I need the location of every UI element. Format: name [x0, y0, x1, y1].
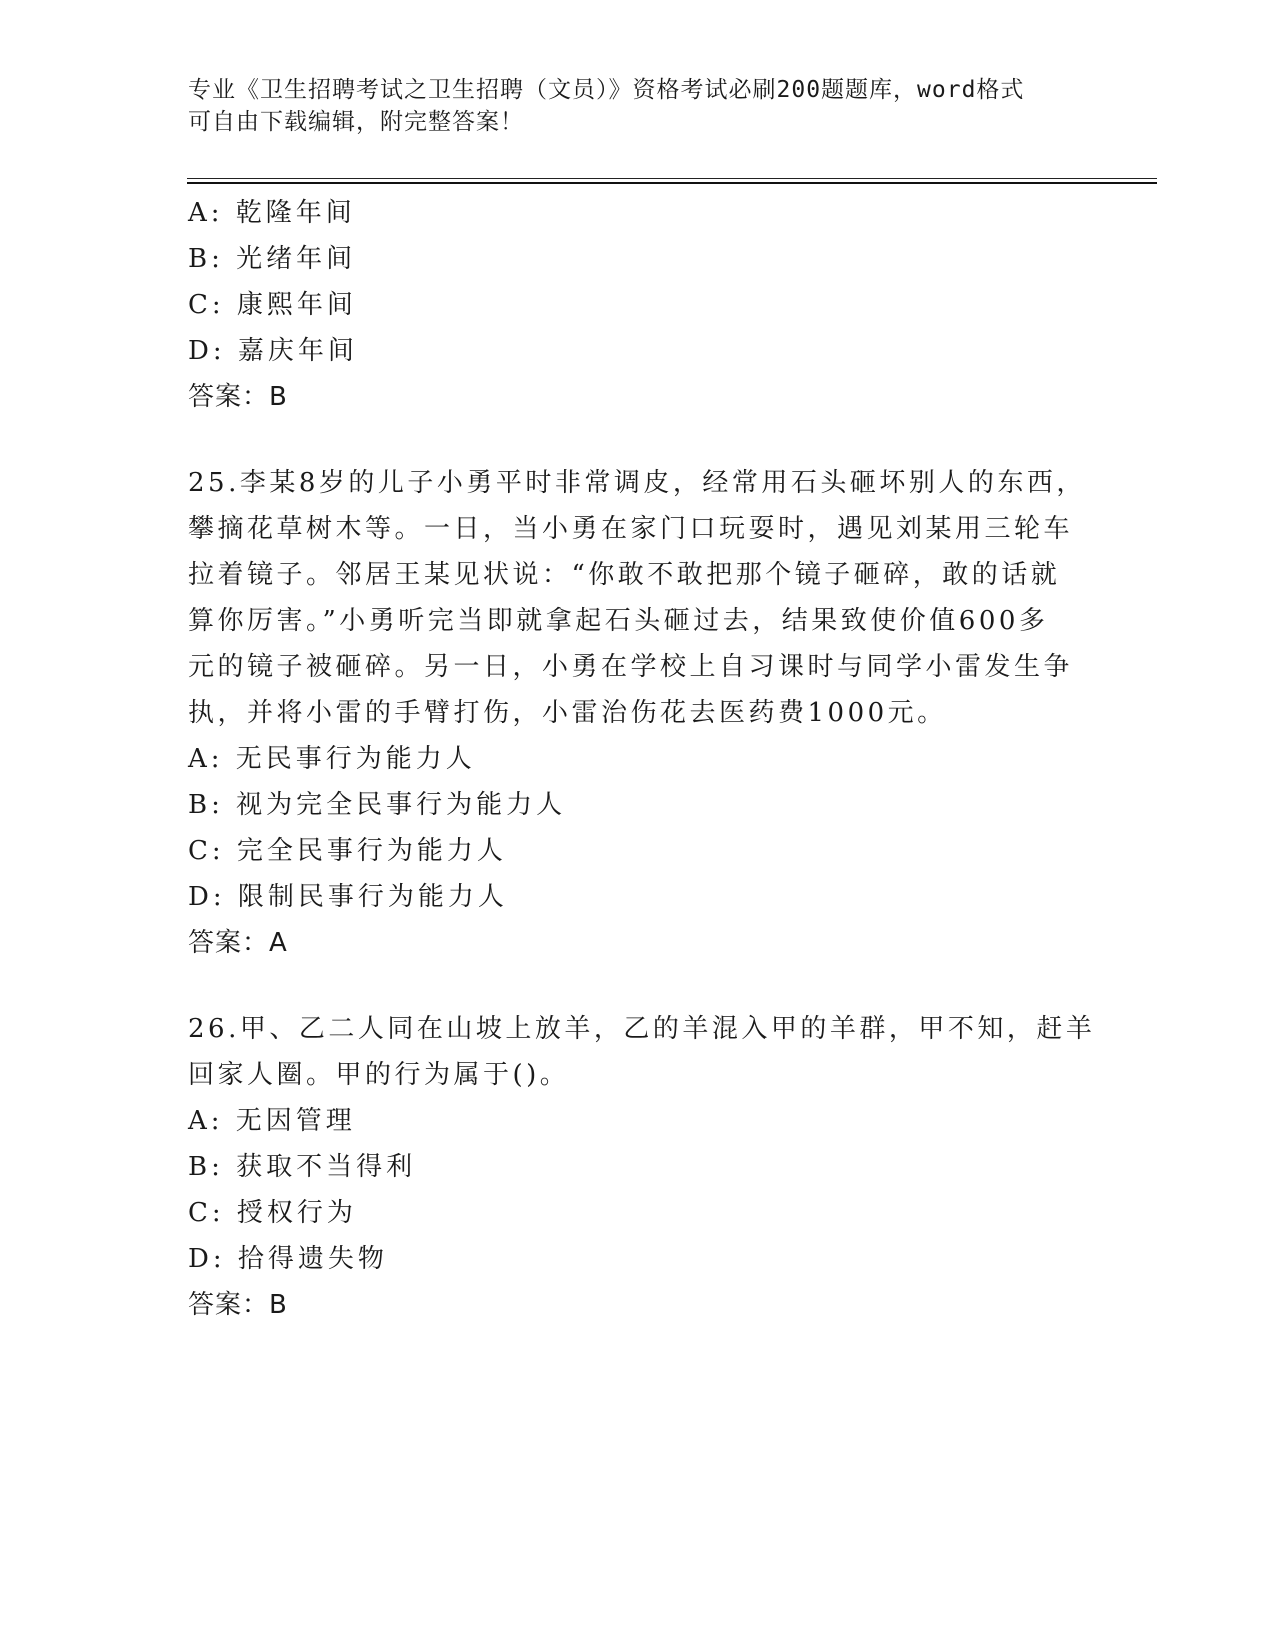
option-d: D: 嘉庆年间	[188, 336, 358, 366]
option-c: C: 完全民事行为能力人	[188, 836, 507, 866]
question-text-line: 元的镜子被砸碎。另一日，小勇在学校上自习课时与同学小雷发生争	[188, 652, 1074, 682]
option-b: B: 光绪年间	[188, 244, 357, 274]
question-text-line: 回家人圈。甲的行为属于()。	[188, 1060, 570, 1090]
option-a: A: 乾隆年间	[188, 198, 356, 228]
option-c: C: 康熙年间	[188, 290, 357, 320]
question-text-line: 拉着镜子。邻居王某见状说：“你敢不敢把那个镜子砸碎，敢的话就	[188, 560, 1061, 590]
question-text-line: 25.李某8岁的儿子小勇平时非常调皮，经常用石头砸坏别人的东西，	[188, 468, 1086, 498]
answer-label: 答案：A	[188, 928, 288, 958]
option-b: B: 获取不当得利	[188, 1152, 417, 1182]
question-block-26	[188, 1006, 1096, 1328]
option-a: A: 无因管理	[188, 1106, 356, 1136]
option-a: A: 无民事行为能力人	[188, 744, 476, 774]
option-d: D: 拾得遗失物	[188, 1244, 388, 1274]
question-text-line: 攀摘花草树木等。一日，当小勇在家门口玩耍时，遇见刘某用三轮车	[188, 514, 1074, 544]
question-text-line: 执，并将小雷的手臂打伤，小雷治伤花去医药费1000元。	[188, 698, 947, 728]
question-block-24	[188, 190, 1088, 420]
header-line-1: 专业《卫生招聘考试之卫生招聘（文员）》资格考试必刷200题题库，word格式	[188, 77, 1025, 103]
answer-label: 答案：B	[188, 1290, 288, 1320]
document-header	[188, 74, 1088, 138]
option-d: D: 限制民事行为能力人	[188, 882, 508, 912]
header-divider-thick	[187, 182, 1157, 184]
question-text-line: 26.甲、乙二人同在山坡上放羊，乙的羊混入甲的羊群，甲不知，赶羊	[188, 1014, 1096, 1044]
document-body	[188, 190, 1096, 1328]
option-c: C: 授权行为	[188, 1198, 357, 1228]
header-line-2: 可自由下载编辑，附完整答案！	[188, 109, 524, 135]
question-block-25	[188, 460, 1088, 966]
header-divider-thin	[187, 178, 1157, 179]
question-text-line: 算你厉害。”小勇听完当即就拿起石头砸过去，结果致使价值600多	[188, 606, 1049, 636]
option-b: B: 视为完全民事行为能力人	[188, 790, 567, 820]
answer-label: 答案：B	[188, 382, 288, 412]
